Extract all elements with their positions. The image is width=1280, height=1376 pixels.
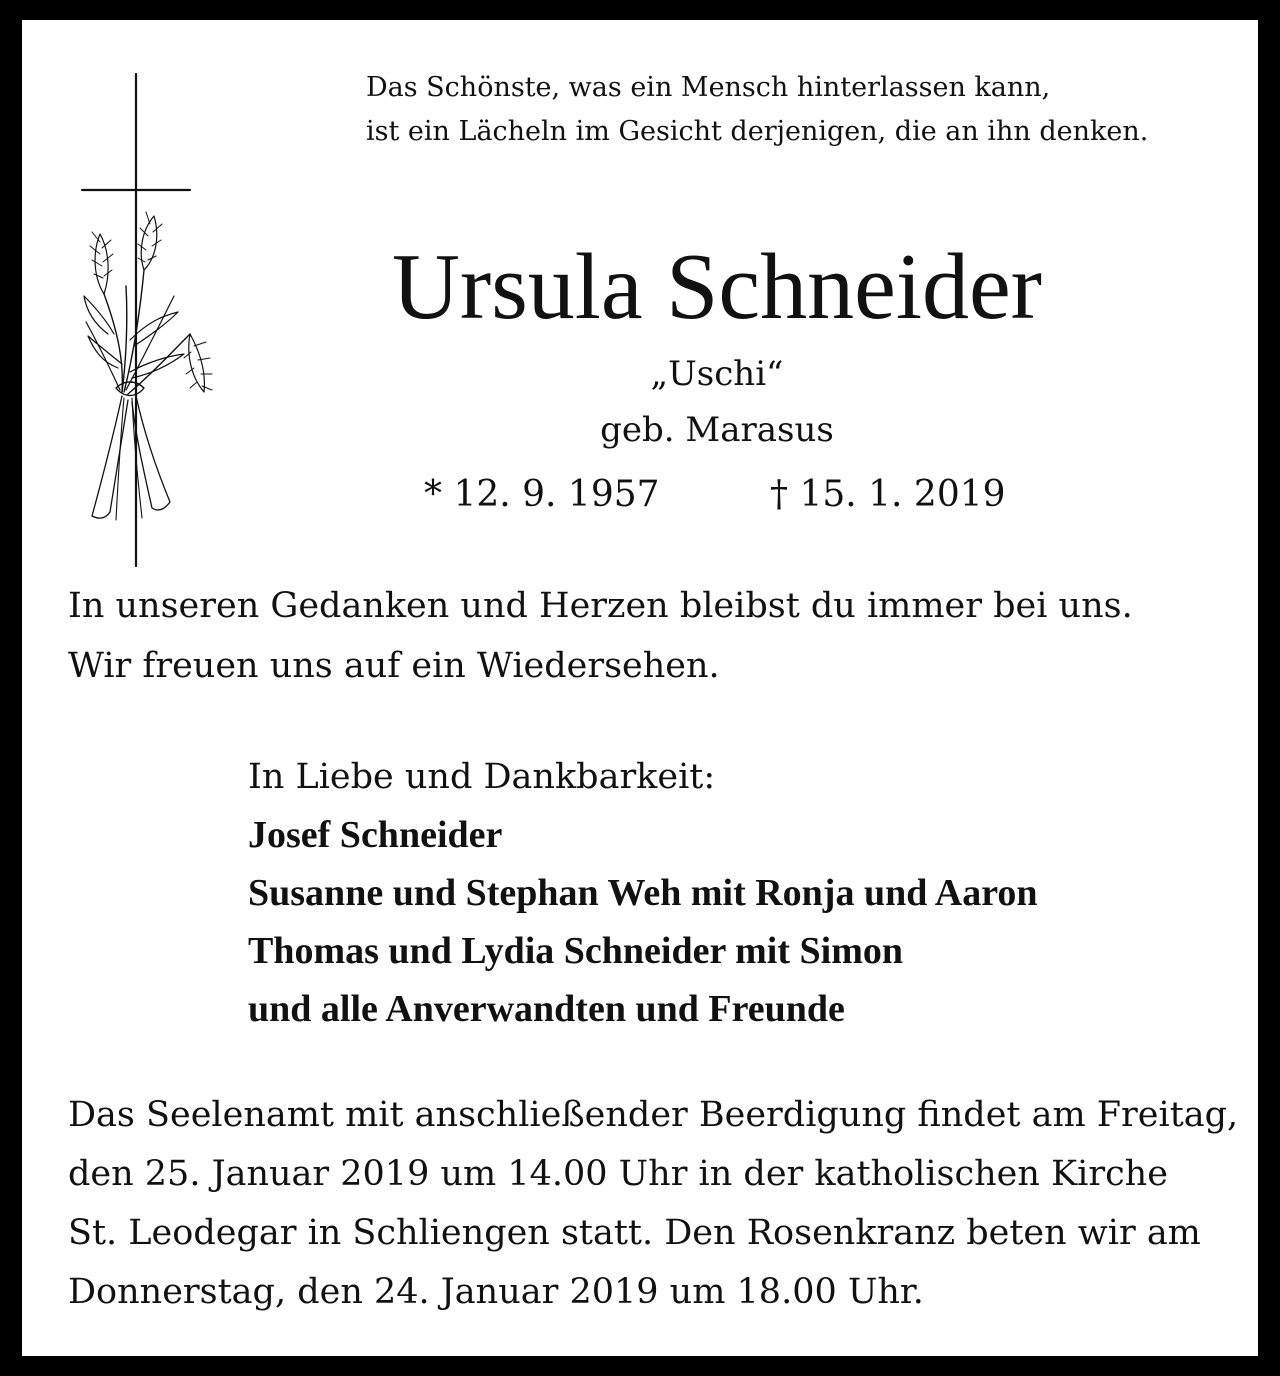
quote-line-1: Das Schönste, was ein Mensch hinterlassen kann,: [366, 72, 1051, 103]
deceased-birth-name: geb. Marasus: [600, 410, 834, 450]
funeral-line-2: den 25. Januar 2019 um 14.00 Uhr in der katholischen Kirche: [68, 1154, 1168, 1194]
funeral-line-4: Donnerstag, den 24. Januar 2019 um 18.00 Uhr.: [68, 1272, 924, 1312]
memorial-quote: [366, 66, 1246, 154]
mourner-name: Thomas und Lydia Schneider mit Simon: [248, 930, 903, 972]
funeral-details: [68, 1086, 1238, 1322]
birth-date: * 12. 9. 1957: [424, 474, 660, 515]
mourner-name: Josef Schneider: [248, 814, 503, 856]
deceased-name: Ursula Schneider: [392, 235, 1042, 339]
message-line-1: In unseren Gedanken und Herzen bleibst du immer bei uns.: [68, 586, 1133, 626]
obituary-notice: [22, 20, 1258, 1356]
deceased-nickname: „Uschi“: [650, 354, 784, 394]
mourner-name: Susanne und Stephan Weh mit Ronja und Aaron: [248, 872, 1038, 914]
death-date: † 15. 1. 2019: [770, 474, 1006, 515]
mourners-intro: In Liebe und Dankbarkeit:: [248, 757, 716, 797]
mourners-block: [248, 748, 1238, 1038]
message-line-2: Wir freuen uns auf ein Wiedersehen.: [68, 646, 720, 686]
remembrance-message: [68, 576, 1238, 696]
mourners-list: [248, 806, 1238, 1038]
quote-line-2: ist ein Lächeln im Gesicht derjenigen, die an ihn denken.: [366, 116, 1149, 147]
cross-with-wheat-icon: [78, 72, 228, 572]
funeral-line-3: St. Leodegar in Schliengen statt. Den Rosenkranz beten wir am: [68, 1213, 1201, 1253]
funeral-line-1: Das Seelenamt mit anschließender Beerdigung findet am Freitag,: [68, 1095, 1239, 1135]
mourner-name: und alle Anverwandten und Freunde: [248, 988, 845, 1030]
